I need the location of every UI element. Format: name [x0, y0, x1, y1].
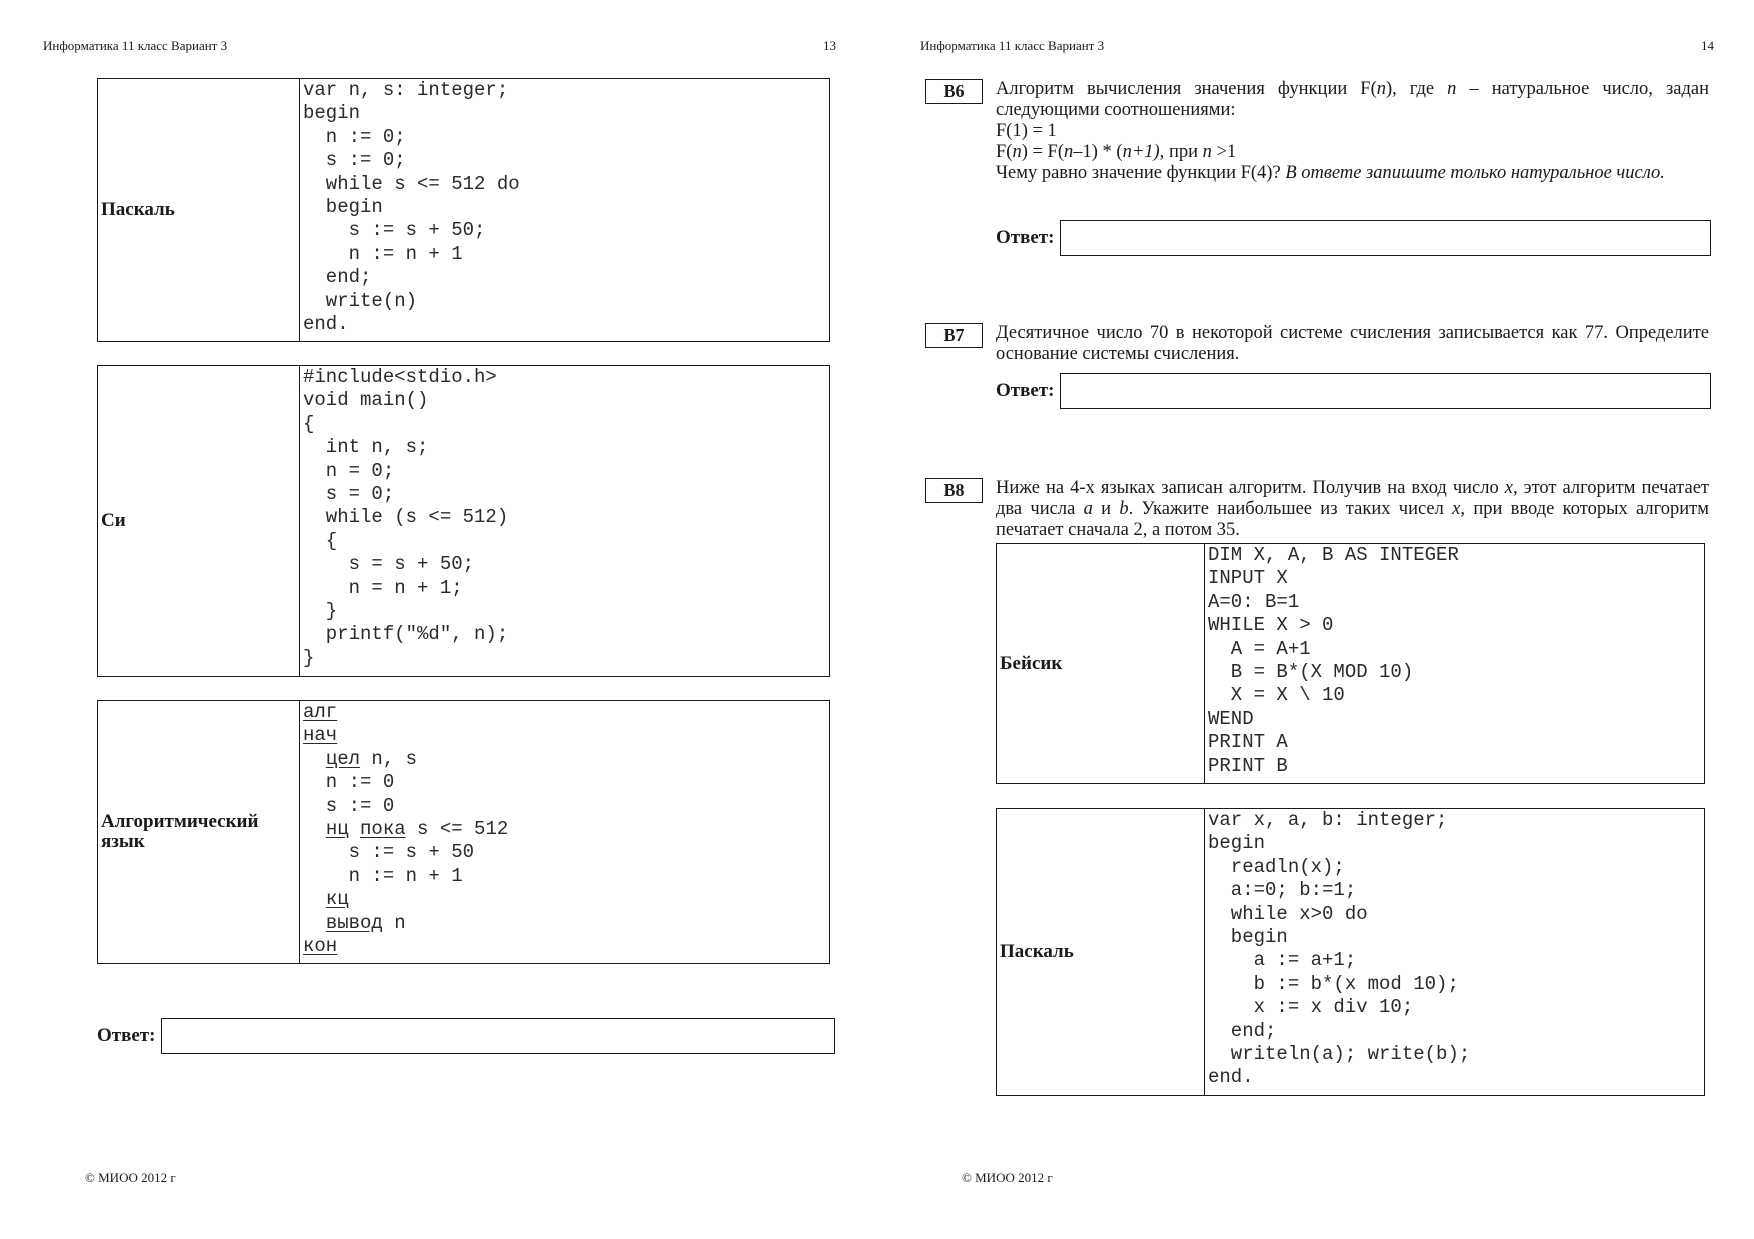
- code-line: n = n + 1;: [303, 576, 463, 599]
- variable: x: [1504, 478, 1513, 498]
- code-line: writeln(a); write(b);: [1208, 1043, 1471, 1066]
- answer-row-b7: [996, 373, 1711, 409]
- code-line: end.: [303, 313, 349, 336]
- code-line: write(n): [303, 289, 418, 312]
- code-line: s = 0;: [303, 483, 395, 506]
- code-line: s = s + 50;: [303, 553, 475, 576]
- text: , при вводе которых алгоритм печатает сначала 2, а потом 35.: [996, 499, 1709, 540]
- code-line: void main(): [303, 389, 429, 412]
- language-label: Бейсик: [997, 544, 1205, 784]
- code-line: [303, 724, 829, 747]
- answer-label: Ответ:: [996, 380, 1055, 401]
- language-label: [98, 701, 300, 964]
- keyword: вывод: [325, 911, 383, 934]
- text: –1) * (: [1073, 142, 1123, 162]
- code-table-algorithmic: [97, 700, 830, 964]
- code-table-pascal-b8: [996, 808, 1705, 1096]
- header-title: Информатика 11 класс Вариант 3: [43, 38, 228, 53]
- header-title: Информатика 11 класс Вариант 3: [920, 38, 1105, 53]
- answer-input-box[interactable]: [161, 1018, 835, 1054]
- answer-row-b6: [996, 220, 1711, 256]
- language-label-line2: язык: [101, 831, 145, 852]
- code-line: end;: [303, 266, 372, 289]
- keyword: кц: [325, 888, 349, 911]
- code-text: n, s: [360, 747, 418, 770]
- keyword: пока: [360, 818, 406, 841]
- page-number: 13: [823, 38, 836, 53]
- variable: n: [1064, 142, 1074, 162]
- code-line: n := 0;: [303, 125, 406, 148]
- answer-input-box[interactable]: [1060, 373, 1711, 409]
- code-table-c: [97, 365, 830, 677]
- text: и: [1092, 499, 1120, 519]
- variable: x: [1452, 499, 1461, 519]
- code-table-basic: [996, 543, 1705, 784]
- variable: a: [1083, 499, 1093, 519]
- variable: n: [1012, 142, 1022, 162]
- keyword: кон: [303, 935, 338, 958]
- code-line: INPUT X: [1208, 567, 1288, 590]
- code-table-pascal: [97, 78, 830, 342]
- task-label-b8: B8: [925, 478, 983, 503]
- variable: n: [1202, 142, 1212, 162]
- code-line: PRINT B: [1208, 754, 1288, 777]
- footer-copyright: © МИОО 2012 г: [962, 1170, 1053, 1185]
- code-line: [303, 912, 829, 935]
- code-cell: [300, 701, 830, 964]
- code-text: n: [382, 911, 406, 934]
- text: . Укажите наибольшее из таких чисел: [1128, 499, 1453, 519]
- task-label-b7: B7: [925, 323, 983, 348]
- b7-text: Десятичное число 70 в некоторой системе счисления записывается как 77. Определите основание системы счисления.: [996, 323, 1709, 364]
- code-line: [303, 701, 829, 724]
- code-line: end;: [1208, 1019, 1277, 1042]
- code-cell: [300, 79, 830, 342]
- language-label: Си: [98, 366, 300, 677]
- variable: b: [1119, 499, 1129, 519]
- text: Ниже на 4-х языках записан алгоритм. Получив на вход число: [996, 478, 1505, 498]
- keyword: нц: [325, 818, 349, 841]
- variable: n: [1376, 79, 1386, 99]
- code-line: printf("%d", n);: [303, 623, 509, 646]
- code-line: while s <= 512 do: [303, 172, 520, 195]
- answer-label: Ответ:: [97, 1025, 156, 1046]
- page-number: 14: [1701, 38, 1714, 53]
- text: – натуральное число, задан следующими соотношениями:: [996, 79, 1709, 120]
- code-line: A=0: B=1: [1208, 590, 1300, 613]
- code-line: PRINT A: [1208, 731, 1288, 754]
- variable: n: [1447, 79, 1457, 99]
- language-label: Паскаль: [98, 79, 300, 342]
- code-line: x := x div 10;: [1208, 996, 1414, 1019]
- answer-row: [97, 1018, 835, 1054]
- code-line: readln(x);: [1208, 855, 1345, 878]
- code-line: a := a+1;: [1208, 949, 1357, 972]
- right-page: [877, 0, 1754, 1239]
- code-line: }: [303, 600, 338, 623]
- code-line: n := n + 1: [303, 242, 463, 265]
- code-line: s := 0: [303, 794, 395, 817]
- text: ) = F(: [1021, 142, 1064, 162]
- code-line: #include<stdio.h>: [303, 366, 497, 388]
- keyword: нач: [303, 724, 338, 747]
- language-label: Паскаль: [997, 809, 1205, 1096]
- code-line: {: [303, 529, 338, 552]
- code-line: [303, 888, 829, 911]
- task-text-b7: [996, 323, 1709, 365]
- b6-question: [996, 163, 1709, 184]
- code-line: A = A+1: [1208, 637, 1311, 660]
- code-line: X = X \ 10: [1208, 684, 1345, 707]
- code-line: B = B*(X MOD 10): [1208, 661, 1414, 684]
- text: Алгоритм вычисления значения функции F(: [996, 79, 1377, 99]
- code-line: WHILE X > 0: [1208, 614, 1334, 637]
- code-line: n = 0;: [303, 459, 395, 482]
- text: >1: [1211, 142, 1237, 162]
- code-line: begin: [303, 102, 361, 125]
- code-line: int n, s;: [303, 436, 429, 459]
- footer-copyright: © МИОО 2012 г: [85, 1170, 176, 1185]
- code-line: WEND: [1208, 707, 1254, 730]
- keyword: цел: [325, 747, 361, 770]
- variable: n+1): [1122, 142, 1160, 162]
- task-text-b6: [996, 79, 1709, 184]
- code-cell: [300, 366, 830, 677]
- code-line: begin: [1208, 926, 1288, 949]
- answer-input-box[interactable]: [1060, 220, 1711, 256]
- code-text: s <= 512: [405, 818, 509, 841]
- code-cell: [1205, 544, 1705, 784]
- code-line: while x>0 do: [1208, 902, 1368, 925]
- code-line: var n, s: integer;: [303, 79, 509, 101]
- text: F(: [996, 142, 1013, 162]
- code-line: n := 0: [303, 771, 395, 794]
- code-line: s := s + 50: [303, 841, 475, 864]
- b6-formula-1: F(1) = 1: [996, 121, 1057, 141]
- task-label-b6: B6: [925, 79, 983, 104]
- code-line: var x, a, b: integer;: [1208, 809, 1448, 831]
- text: , этот алгоритм печатает два числа: [996, 478, 1709, 519]
- code-line: begin: [1208, 832, 1266, 855]
- code-line: [303, 748, 829, 771]
- b6-intro: [996, 79, 1709, 121]
- keyword: алг: [303, 701, 338, 723]
- code-line: s := s + 50;: [303, 219, 486, 242]
- code-line: s := 0;: [303, 149, 406, 172]
- code-line: DIM X, A, B AS INTEGER: [1208, 544, 1459, 566]
- code-line: [303, 935, 829, 958]
- text: , при: [1159, 142, 1203, 162]
- code-line: [303, 818, 829, 841]
- instruction: В ответе запишите только натуральное число.: [1285, 163, 1665, 183]
- b8-text: [996, 478, 1709, 541]
- code-line: {: [303, 412, 315, 435]
- answer-label: Ответ:: [996, 227, 1055, 248]
- code-line: while (s <= 512): [303, 506, 509, 529]
- code-line: }: [303, 646, 315, 669]
- code-cell: [1205, 809, 1705, 1096]
- language-label-line1: Алгоритмический: [101, 811, 259, 832]
- code-line: n := n + 1: [303, 864, 463, 887]
- text: ), где: [1385, 79, 1448, 99]
- task-text-b8: [996, 478, 1709, 541]
- code-line: a:=0; b:=1;: [1208, 879, 1357, 902]
- code-line: end.: [1208, 1066, 1254, 1089]
- b6-formula-2: [996, 142, 1709, 163]
- code-line: begin: [303, 196, 383, 219]
- text: Чему равно значение функции F(4)?: [996, 163, 1286, 183]
- code-line: b := b*(x mod 10);: [1208, 972, 1459, 995]
